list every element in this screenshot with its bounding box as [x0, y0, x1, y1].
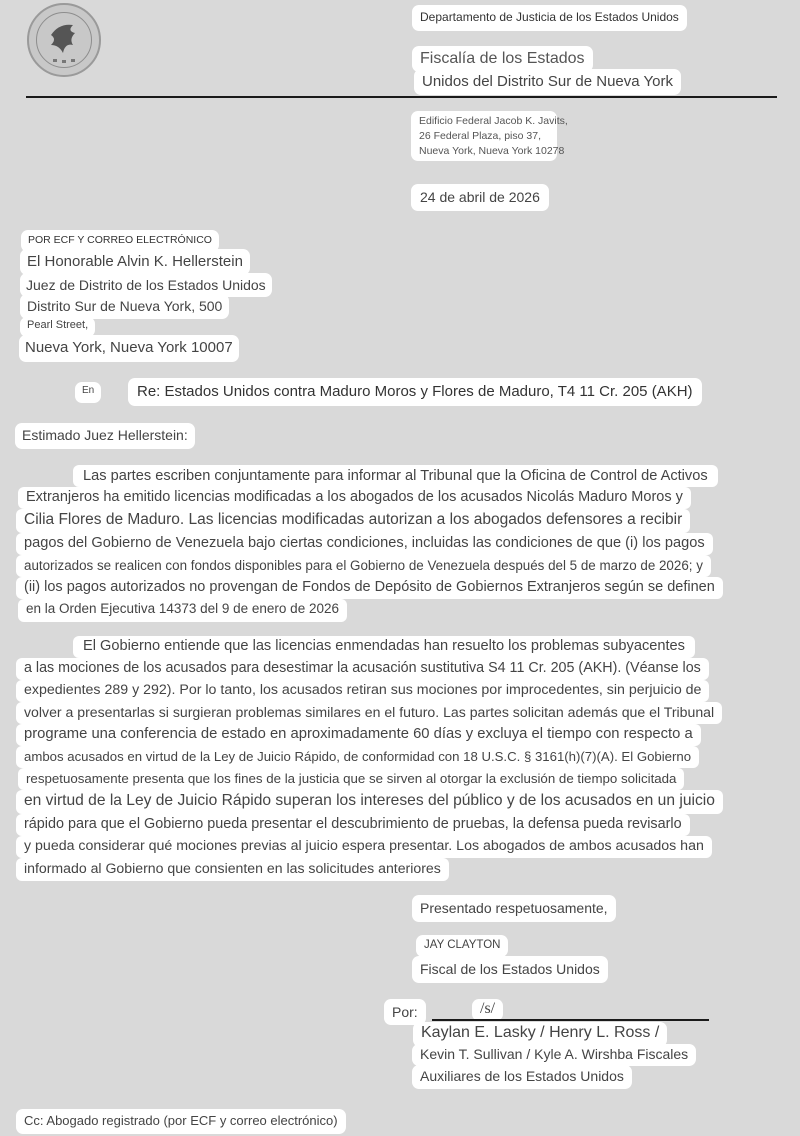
office-name-line1: Fiscalía de los Estados [412, 46, 593, 72]
signature-line [432, 1019, 709, 1021]
assistants-line1: Kaylan E. Lasky / Henry L. Ross / [413, 1022, 667, 1047]
department-name: Departamento de Justicia de los Estados Unidos [412, 5, 687, 31]
office-address [411, 111, 568, 161]
valediction: Presentado respetuosamente, [412, 895, 616, 922]
paragraph-1-line: Las partes escriben conjuntamente para informar al Tribunal que la Oficina de Control de Activos [73, 465, 718, 487]
paragraph-1-line: autorizados se realicen con fondos disponibles para el Gobierno de Venezuela después del 5 de marzo de 2026; y [16, 555, 711, 577]
salutation: Estimado Juez Hellerstein: [15, 423, 195, 449]
address-line3: Nueva York, Nueva York 10278 [419, 145, 565, 157]
paragraph-2-line: rápido para que el Gobierno pueda presentar el descubrimiento de pruebas, la defensa pueda revisarlo [16, 814, 690, 836]
signer-name: JAY CLAYTON [416, 935, 508, 957]
letter-date: 24 de abril de 2026 [411, 184, 549, 211]
office-name-line2: Unidos del Distrito Sur de Nueva York [414, 69, 681, 95]
paragraph-2-line: y pueda considerar qué mociones previas al juicio espera presentar. Los abogados de ambos acusados han [16, 836, 712, 858]
paragraph-2-line: respetuosamente presenta que los fines de la justicia que se sirven al otorgar la exclusión de tiempo solicitada [18, 768, 684, 790]
recipient-district: Distrito Sur de Nueva York, 500 [20, 294, 229, 319]
assistants-line3: Auxiliares de los Estados Unidos [412, 1065, 632, 1089]
recipient-title: Juez de Distrito de los Estados Unidos [20, 273, 272, 297]
signature: /s/ [472, 999, 503, 1021]
paragraph-2-line: informado al Gobierno que consienten en las solicitudes anteriores [16, 858, 449, 881]
paragraph-1-line: pagos del Gobierno de Venezuela bajo ciertas condiciones, incluidas las condiciones de que (i) los pagos [16, 533, 713, 555]
recipient-city: Nueva York, Nueva York 10007 [19, 335, 239, 362]
paragraph-2-line: a las mociones de los acusados para desestimar la acusación sustitutiva S4 11 Cr. 205 (AKH). (Véanse los [16, 658, 709, 680]
paragraph-2-line: ambos acusados en virtud de la Ley de Juicio Rápido, de conformidad con 18 U.S.C. § 3161(h)(7)(A). El Gobierno [16, 746, 699, 768]
paragraph-1-line: Cilia Flores de Maduro. Las licencias modificadas autorizan a los abogados defensores a recibir [16, 509, 690, 533]
recipient-street: Pearl Street, [20, 317, 95, 337]
paragraph-2-line: El Gobierno entiende que las licencias enmendadas han resuelto los problemas subyacentes [73, 636, 695, 658]
cc-line: Cc: Abogado registrado (por ECF y correo electrónico) [16, 1109, 346, 1134]
paragraph-2-line: en virtud de la Ley de Juicio Rápido superan los intereses del público y de los acusados en un juicio [16, 790, 723, 814]
paragraph-1-line: Extranjeros ha emitido licencias modificadas a los abogados de los acusados Nicolás Maduro Moros y [18, 487, 691, 509]
re-prefix: En [75, 382, 101, 403]
delivery-method: POR ECF Y CORREO ELECTRÓNICO [21, 230, 219, 252]
signer-title: Fiscal de los Estados Unidos [412, 956, 608, 983]
paragraph-2-line: volver a presentarlas si surgieran problemas similares en el futuro. Las partes solicitan además que el Tribunal [16, 702, 722, 724]
recipient-name: El Honorable Alvin K. Hellerstein [20, 249, 250, 275]
address-line1: Edificio Federal Jacob K. Javits, [419, 115, 568, 127]
paragraph-1-line: en la Orden Ejecutiva 14373 del 9 de enero de 2026 [18, 599, 347, 622]
address-line2: 26 Federal Plaza, piso 37, [419, 130, 541, 142]
doj-seal-icon [27, 3, 101, 77]
letterhead-rule [26, 96, 777, 98]
paragraph-1-line: (ii) los pagos autorizados no provengan de Fondos de Depósito de Gobiernos Extranjeros según se definen [16, 577, 723, 599]
by-label: Por: [384, 999, 426, 1025]
assistants-line2: Kevin T. Sullivan / Kyle A. Wirshba Fiscales [412, 1044, 696, 1066]
paragraph-2-line: expedientes 289 y 292). Por lo tanto, los acusados retiran sus mociones por improcedentes, sin perjuicio de [16, 680, 709, 702]
paragraph-2-line: programe una conferencia de estado en aproximadamente 60 días y excluya el tiempo con respecto a [16, 724, 701, 746]
re-subject: Re: Estados Unidos contra Maduro Moros y Flores de Maduro, T4 11 Cr. 205 (AKH) [128, 378, 702, 406]
